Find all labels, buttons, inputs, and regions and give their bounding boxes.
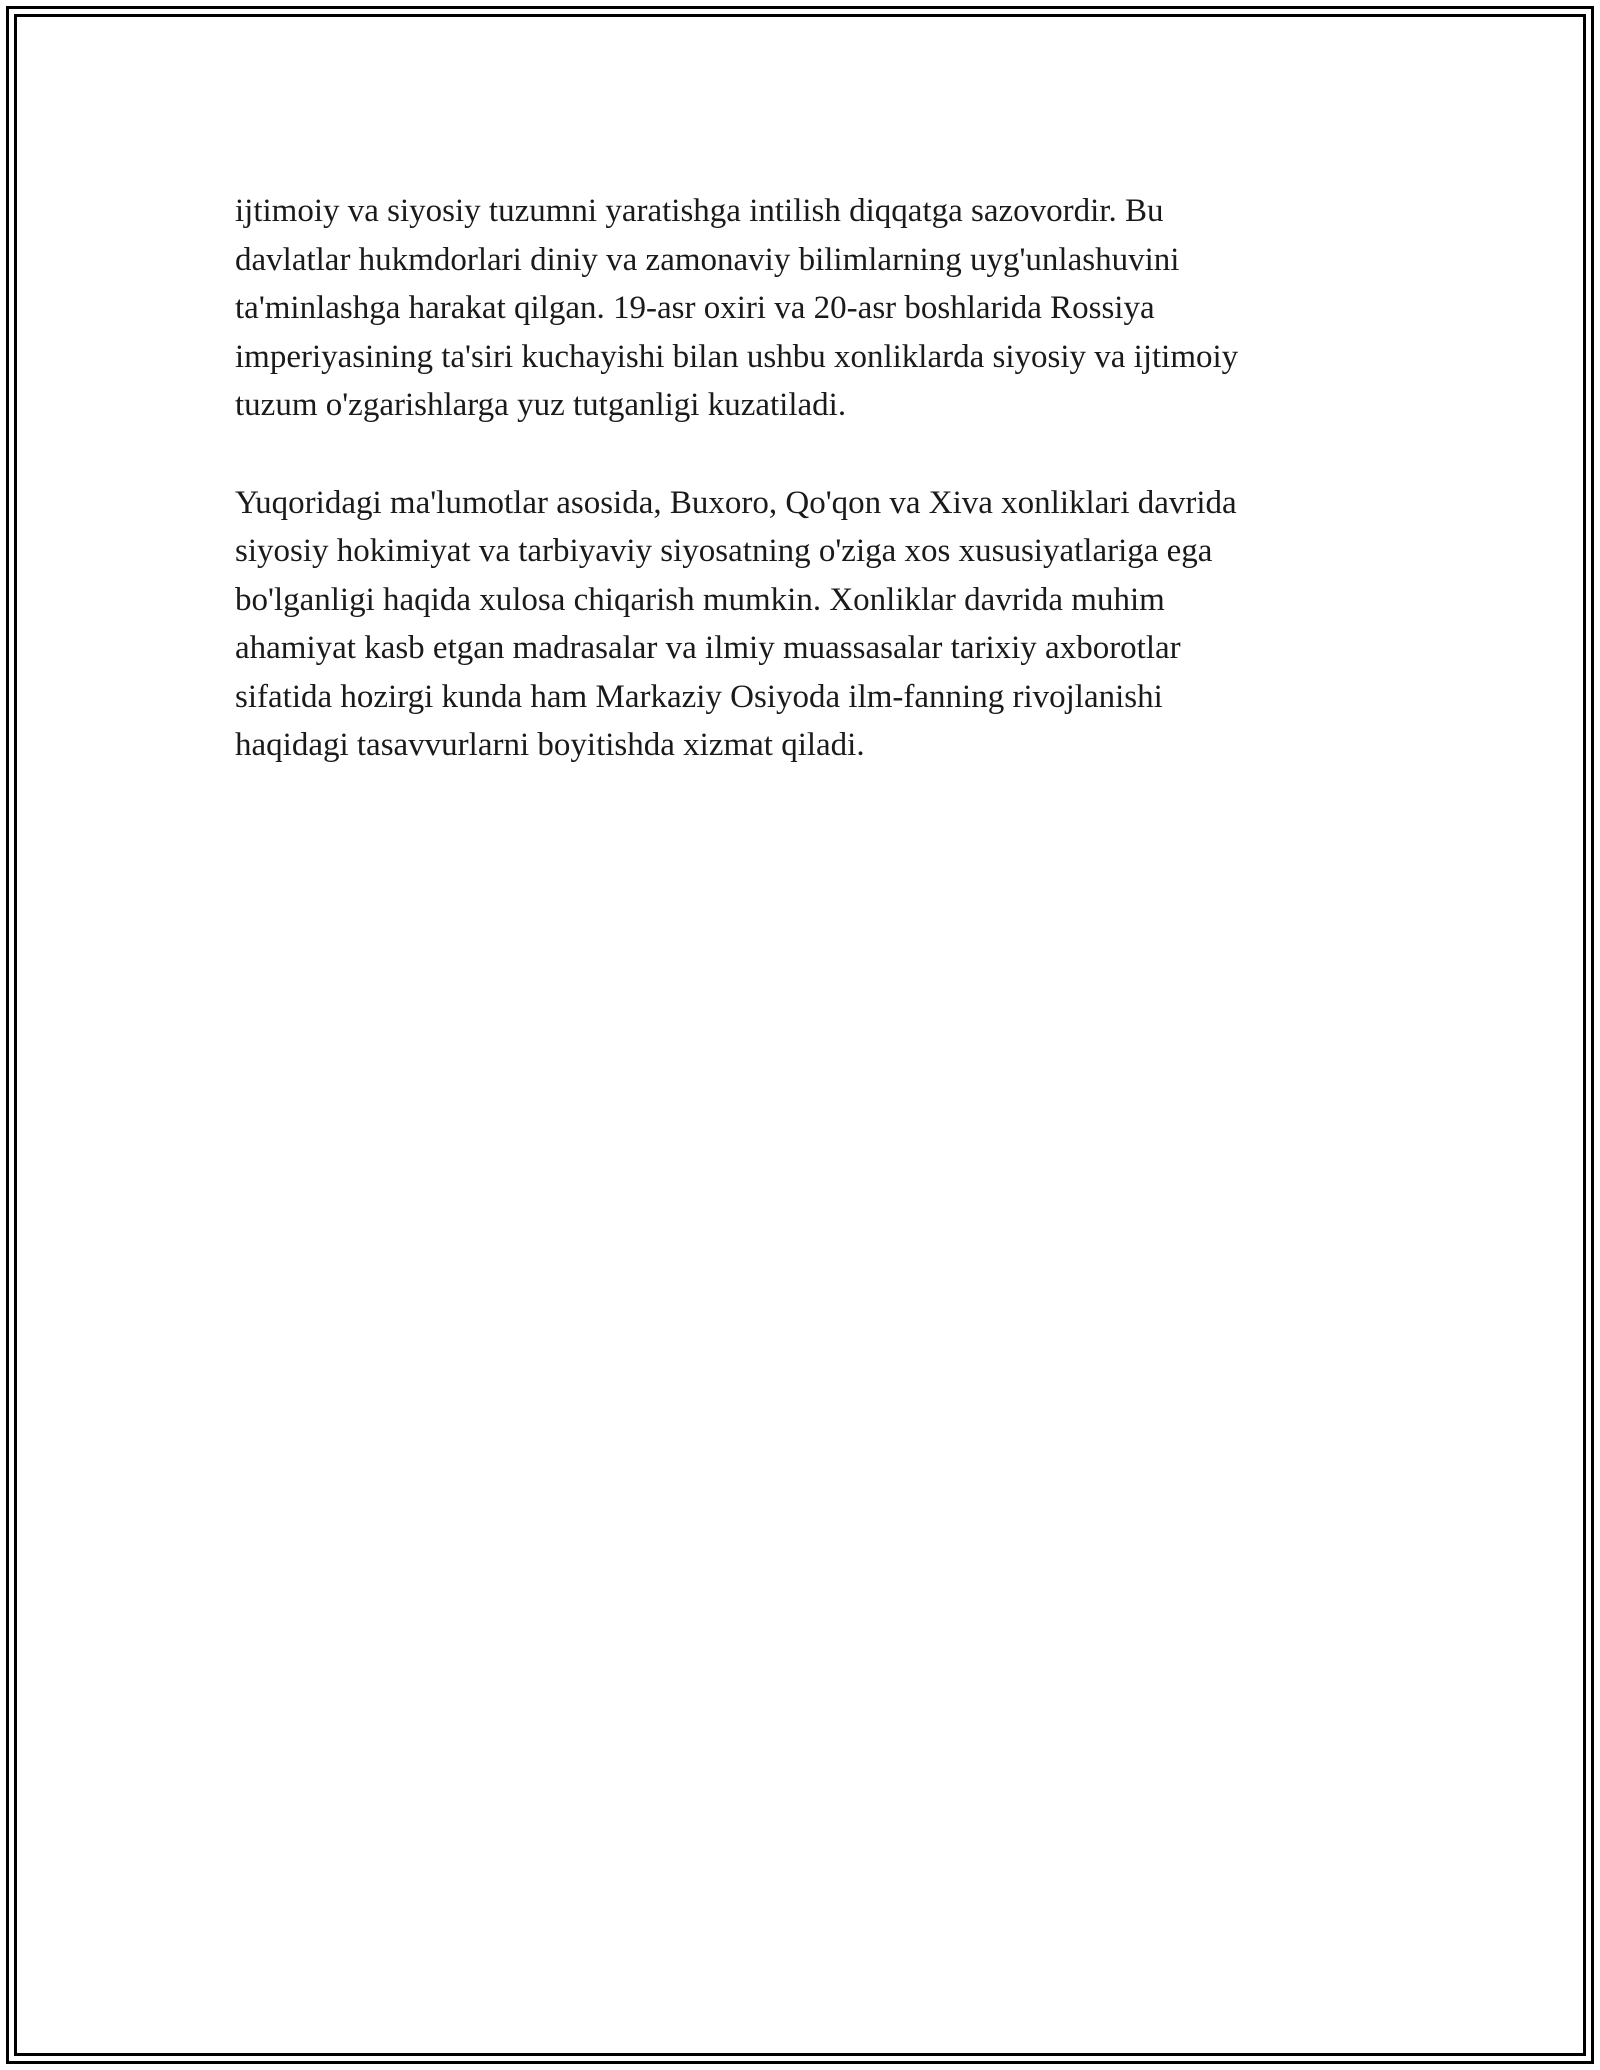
text-line: ahamiyat kasb etgan madrasalar va ilmiy muassasalar tarixiy axborotlar (235, 630, 1181, 666)
text-line: ta'minlashga harakat qilgan. 19-asr oxiri va 20-asr boshlarida Rossiya (235, 290, 1155, 326)
text-line: davlatlar hukmdorlari diniy va zamonaviy bilimlarning uyg'unlashuvini (235, 241, 1180, 278)
text-line: ijtimoiy va siyosiy tuzumni yaratishga intilish diqqatga sazovordir. Bu (235, 193, 1164, 229)
text-line: tuzum o'zgarishlarga yuz tutganligi kuzatiladi. (235, 387, 847, 423)
text-line: imperiyasining ta'siri kuchayishi bilan ushbu xonliklarda siyosiy va ijtimoiy (235, 338, 1239, 375)
text-line: siyosiy hokimiyat va tarbiyaviy siyosatning o'ziga xos xususiyatlariga ega (235, 533, 1213, 569)
paragraph-1 (235, 187, 1365, 430)
text-line: bo'lganligi haqida xulosa chiqarish mumkin. Xonliklar davrida muhim (235, 581, 1165, 618)
document-body (235, 187, 1365, 770)
text-line: haqidagi tasavvurlarni boyitishda xizmat qiladi. (235, 727, 865, 763)
text-line: sifatida hozirgi kunda ham Markaziy Osiyoda ilm-fanning rivojlanishi (235, 678, 1163, 715)
text-line: Yuqoridagi ma'lumotlar asosida, Buxoro, Qo'qon va Xiva xonliklari davrida (235, 484, 1237, 521)
paragraph-2 (235, 479, 1365, 770)
